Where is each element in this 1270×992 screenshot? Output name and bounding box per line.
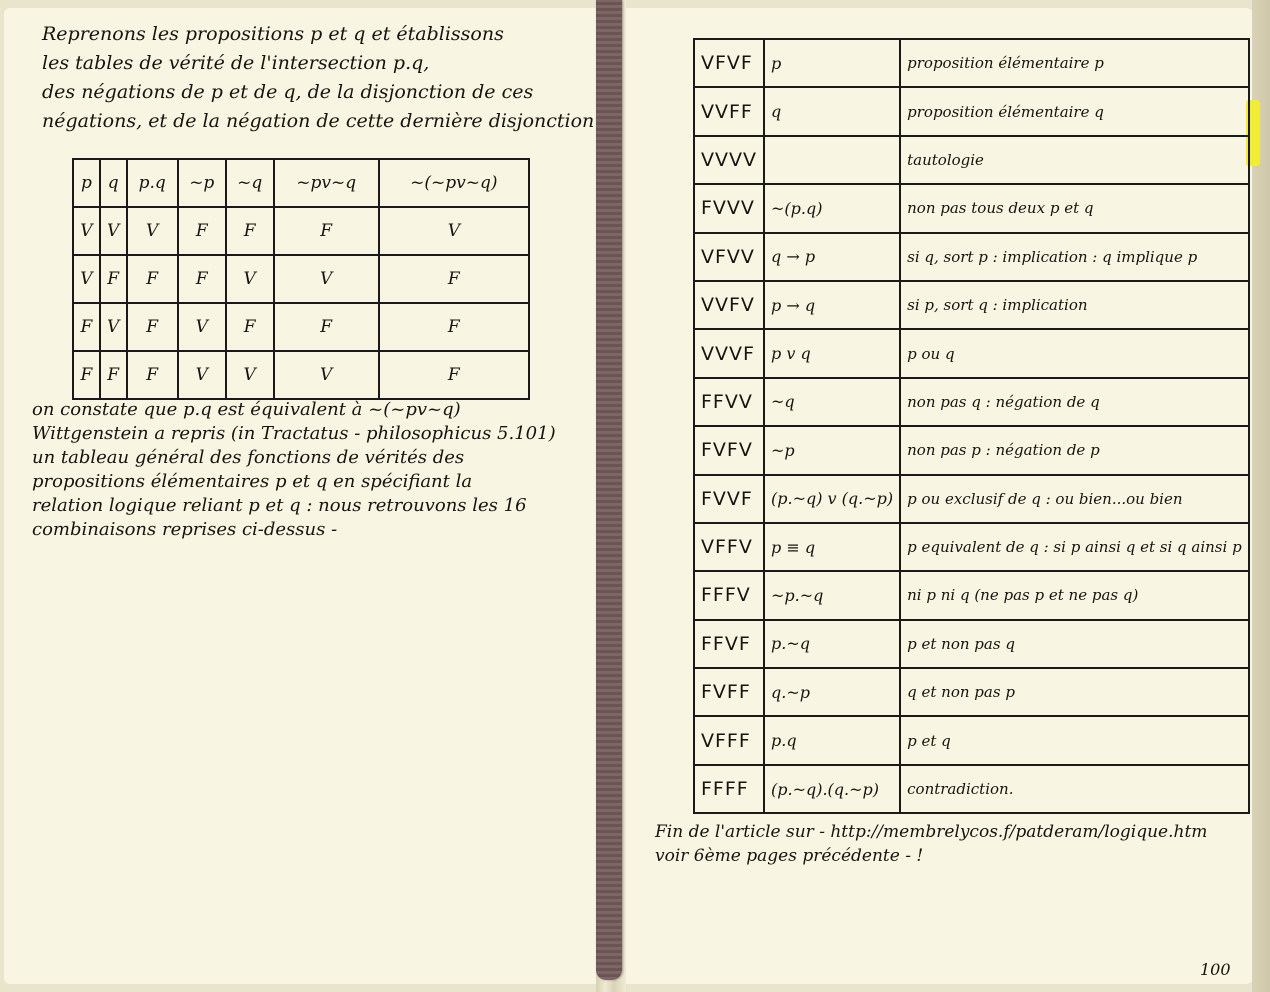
function-code: FFVV <box>694 378 764 426</box>
truth-table-cell: V <box>274 255 379 303</box>
truth-table-row <box>73 351 529 399</box>
truth-table-header-cell: ~q <box>226 159 274 207</box>
truth-table-cell: F <box>100 351 127 399</box>
function-code: FVVV <box>694 184 764 232</box>
function-row <box>694 233 1249 281</box>
function-expression: ~p.~q <box>764 571 900 619</box>
truth-table-cell: F <box>226 303 274 351</box>
function-code: VFVF <box>694 39 764 87</box>
function-description: si q, sort p : implication : q implique p <box>900 233 1249 281</box>
footnote-line: voir 6ème pages précédente - ! <box>655 846 924 866</box>
function-description: p et q <box>900 716 1249 764</box>
function-description: contradiction. <box>900 765 1249 813</box>
function-code: FVFV <box>694 426 764 474</box>
intro-line: les tables de vérité de l'intersection p.q, <box>42 52 430 74</box>
function-row <box>694 523 1249 571</box>
truth-table-header-row <box>73 159 529 207</box>
truth-table-cell: V <box>100 207 127 255</box>
function-expression: ~(p.q) <box>764 184 900 232</box>
truth-table-header-cell: q <box>100 159 127 207</box>
notes-line: combinaisons reprises ci-dessus - <box>32 519 338 540</box>
function-description: tautologie <box>900 136 1249 184</box>
truth-table-cell: F <box>127 303 178 351</box>
function-description: p equivalent de q : si p ainsi q et si q ainsi p <box>900 523 1249 571</box>
truth-table-cell: F <box>379 303 529 351</box>
notes-line: propositions élémentaires p et q en spécifiant la <box>32 471 473 492</box>
truth-table-row <box>73 255 529 303</box>
notes-line: on constate que p.q est équivalent à ~(~pv~q) <box>32 399 461 420</box>
intro-line: Reprenons les propositions p et q et établissons <box>42 23 504 45</box>
truth-table-cell: V <box>73 255 100 303</box>
footnote <box>655 820 1207 868</box>
truth-table-cell: V <box>274 351 379 399</box>
function-expression: q <box>764 87 900 135</box>
function-expression: ~q <box>764 378 900 426</box>
function-code: FVFF <box>694 668 764 716</box>
function-expression: p.q <box>764 716 900 764</box>
notes-line: un tableau général des fonctions de vérités des <box>32 447 465 468</box>
function-expression: ~p <box>764 426 900 474</box>
function-description: non pas p : négation de p <box>900 426 1249 474</box>
function-row <box>694 184 1249 232</box>
truth-table-header-cell: p <box>73 159 100 207</box>
function-expression: (p.~q).(q.~p) <box>764 765 900 813</box>
function-row <box>694 668 1249 716</box>
truth-table <box>72 158 530 400</box>
function-expression: p v q <box>764 329 900 377</box>
function-row <box>694 378 1249 426</box>
function-code: FFFF <box>694 765 764 813</box>
function-expression: q.~p <box>764 668 900 716</box>
function-description: non pas tous deux p et q <box>900 184 1249 232</box>
function-expression: p.~q <box>764 620 900 668</box>
function-code: VVFF <box>694 87 764 135</box>
footnote-line: Fin de l'article sur - http://membrelycos.f/patderam/logique.htm <box>655 822 1208 842</box>
truth-table-cell: F <box>127 255 178 303</box>
function-description: p ou q <box>900 329 1249 377</box>
truth-table-header-cell: p.q <box>127 159 178 207</box>
function-description: q et non pas p <box>900 668 1249 716</box>
truth-table-cell: F <box>379 255 529 303</box>
truth-table-cell: V <box>226 255 274 303</box>
function-description: proposition élémentaire p <box>900 39 1249 87</box>
function-row <box>694 475 1249 523</box>
function-row <box>694 716 1249 764</box>
truth-table-cell: F <box>73 351 100 399</box>
truth-table-cell: V <box>379 207 529 255</box>
function-code: VFVV <box>694 233 764 281</box>
function-expression: p <box>764 39 900 87</box>
function-expression: q → p <box>764 233 900 281</box>
truth-table-row <box>73 207 529 255</box>
truth-table-cell: F <box>127 351 178 399</box>
intro-line: négations, et de la négation de cette dernière disjonction <box>42 110 595 132</box>
bookmark-ribbon <box>596 0 622 980</box>
function-expression: (p.~q) v (q.~p) <box>764 475 900 523</box>
truth-table-cell: F <box>379 351 529 399</box>
truth-table-cell: V <box>178 303 226 351</box>
function-description: ni p ni q (ne pas p et ne pas q) <box>900 571 1249 619</box>
truth-table-cell: V <box>226 351 274 399</box>
function-row <box>694 571 1249 619</box>
function-code: VVFV <box>694 281 764 329</box>
truth-table-cell: V <box>100 303 127 351</box>
function-code: FFVF <box>694 620 764 668</box>
function-row <box>694 87 1249 135</box>
truth-table-cell: F <box>73 303 100 351</box>
truth-table-cell: F <box>274 207 379 255</box>
truth-table-cell: F <box>226 207 274 255</box>
notes-text <box>32 398 592 542</box>
function-code: VFFV <box>694 523 764 571</box>
truth-table-header-cell: ~p <box>178 159 226 207</box>
truth-table-header-cell: ~(~pv~q) <box>379 159 529 207</box>
notes-line: relation logique reliant p et q : nous retrouvons les 16 <box>32 495 527 516</box>
function-row <box>694 329 1249 377</box>
truth-functions-table <box>693 38 1250 814</box>
intro-line: des négations de p et de q, de la disjonction de ces <box>42 81 534 103</box>
function-row <box>694 281 1249 329</box>
function-row <box>694 765 1249 813</box>
function-row <box>694 136 1249 184</box>
function-code: VFFF <box>694 716 764 764</box>
truth-table-header-cell: ~pv~q <box>274 159 379 207</box>
function-description: non pas q : négation de q <box>900 378 1249 426</box>
function-expression: p ≡ q <box>764 523 900 571</box>
truth-table-cell: V <box>178 351 226 399</box>
truth-table-cell: V <box>127 207 178 255</box>
function-code: VVVF <box>694 329 764 377</box>
intro-text <box>42 20 612 136</box>
function-description: proposition élémentaire q <box>900 87 1249 135</box>
function-row <box>694 39 1249 87</box>
function-code: FVVF <box>694 475 764 523</box>
function-row <box>694 426 1249 474</box>
truth-table-row <box>73 303 529 351</box>
truth-table-cell: F <box>178 255 226 303</box>
notes-line: Wittgenstein a repris (in Tractatus - philosophicus 5.101) <box>32 423 556 444</box>
function-description: p ou exclusif de q : ou bien...ou bien <box>900 475 1249 523</box>
function-description: p et non pas q <box>900 620 1249 668</box>
function-description: si p, sort q : implication <box>900 281 1249 329</box>
function-row <box>694 620 1249 668</box>
truth-table-cell: F <box>100 255 127 303</box>
truth-table-cell: F <box>178 207 226 255</box>
function-expression <box>764 136 900 184</box>
function-expression: p → q <box>764 281 900 329</box>
function-code: FFFV <box>694 571 764 619</box>
truth-table-cell: V <box>73 207 100 255</box>
truth-table-cell: F <box>274 303 379 351</box>
page-number: 100 <box>1200 960 1231 979</box>
function-code: VVVV <box>694 136 764 184</box>
